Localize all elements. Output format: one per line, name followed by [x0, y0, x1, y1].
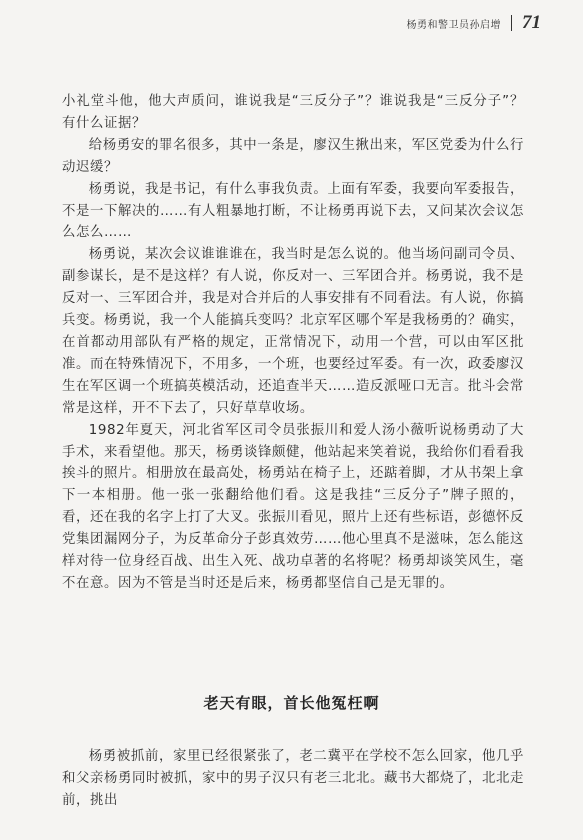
- running-title: 杨勇和警卫员孙启增: [406, 19, 501, 31]
- section-paragraph-1: 杨勇被抓前，家里已经很紧张了，老二冀平在学校不怎么回家，他几乎和父亲杨勇同时被抓，家中的男子汉只有老三北北。藏书大都烧了，北北走前，挑出: [62, 749, 524, 808]
- paragraph-2: 给杨勇安的罪名很多，其中一条是，廖汉生揪出来，军区党委为什么行动迟缓？: [62, 137, 524, 175]
- page-number: 71: [522, 12, 541, 33]
- section-text: [62, 746, 524, 812]
- paragraph-5: 1982年夏天，河北省军区司令员张振川和爱人汤小薇听说杨勇动了大手术，来看望他。那天，杨勇谈锋颇健，他站起来笑着说，我给你们看看我挨斗的照片。相册放在最高处，杨勇站在椅子上，还踮着脚，才从书架上拿下一本相册。他一张一张翻给他们看。这是我挂“三反分子”牌子照的，看，还在我的名字上打了大叉。张振川看见，照片上还有些标语，彭德怀反党集团漏网分子，为反革命分子彭真效劳……他心里真不是滋味，怎么能这样对待一位身经百战、出生入死、战功卓著的名将呢？杨勇却谈笑风生，毫不在意。因为不管是当时还是后来，杨勇都坚信自己是无罪的。: [62, 422, 524, 591]
- paragraph-4: 杨勇说，某次会议谁谁谁在，我当时是怎么说的。他当场问副司令员、副参谋长，是不是这样？有人说，你反对一、三军团合并。杨勇说，我不是反对一、三军团合并，我是对合并后的人事安排有不同看法。有人说，你搞兵变。杨勇说，我一个人能搞兵变吗？北京军区哪个军是我杨勇的？确实，在首都动用部队有严格的规定，正常情况下，动用一个营，可以由军区批准。而在特殊情况下，不用多，一个班，也要经过军委。有一次，政委廖汉生在军区调一个班搞英模活动，还追查半天……造反派哑口无言。批斗会常常是这样，开不下去了，只好草草收场。: [62, 247, 524, 416]
- section-heading: 老天有眼，首长他冤枉啊: [203, 694, 380, 712]
- page-header: [407, 12, 542, 34]
- main-text: [62, 91, 524, 595]
- header-divider: [511, 15, 512, 31]
- paragraph-1: 小礼堂斗他，他大声质问，谁说我是“三反分子”？谁说我是“三反分子”？有什么证据？: [62, 94, 524, 131]
- paragraph-3: 杨勇说，我是书记，有什么事我负责。上面有军委，我要向军委报告，不是一下解决的……有人粗暴地打断，不让杨勇再说下去，又问某次会议怎么怎么……: [62, 181, 524, 241]
